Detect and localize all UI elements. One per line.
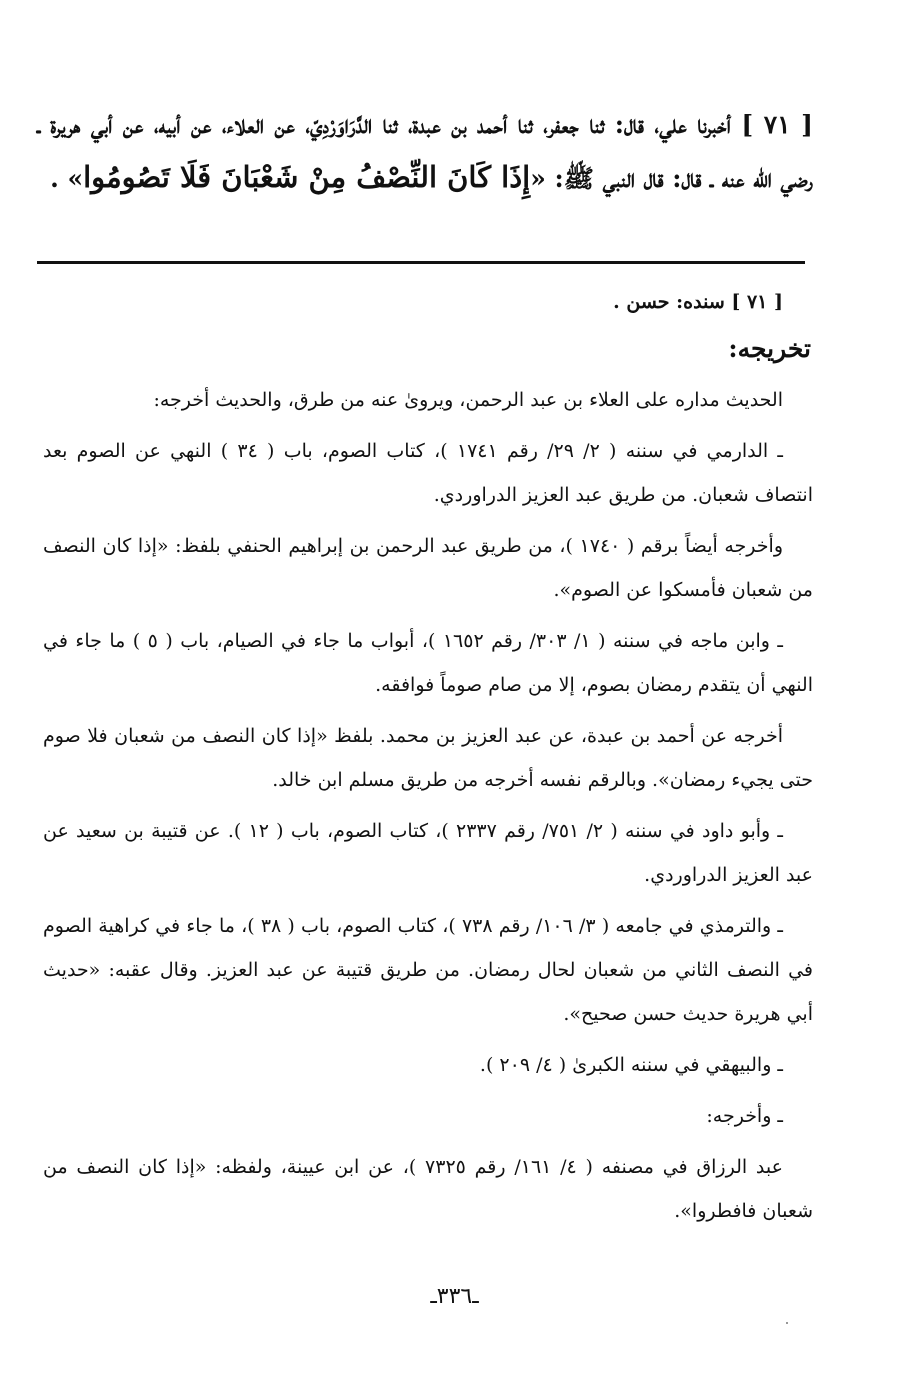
page-number: ـ٣٣٦ـ: [430, 1284, 479, 1309]
footnote-paragraph: ـ الدارمي في سننه ( ٢/ ٢٩/ رقم ١٧٤١ )، كتاب الصوم، باب ( ٣٤ ) النهي عن الصوم بعد انتصاف شعبان. من طريق عبد العزيز الدراوردي.: [43, 440, 813, 506]
hadith-text-block: [37, 98, 813, 205]
footnote-paragraph: عبد الرزاق في مصنفه ( ٤/ ١٦١/ رقم ٧٣٢٥ )، عن ابن عيينة، ولفظه: «إذا كان النصف من شعبان فافطروا».: [43, 1156, 813, 1222]
scan-speck: [786, 1322, 788, 1324]
footnote-paragraph: ـ وأبو داود في سننه ( ٢/ ٧٥١/ رقم ٢٣٣٧ )، كتاب الصوم، باب ( ١٢ ). عن قتيبة بن سعيد عن عبد العزيز الدراوردي.: [43, 820, 813, 886]
footnote-paragraph: وأخرجه أيضاً برقم ( ١٧٤٠ )، من طريق عبد الرحمن بن إبراهيم الحنفي بلفظ: «إذا كان النصف من شعبان فأمسكوا عن الصوم».: [43, 535, 813, 601]
footnote-paragraph: ـ وأخرجه:: [706, 1105, 783, 1127]
footnote-paragraph: ـ والبيهقي في سننه الكبرىٰ ( ٤/ ٢٠٩ ).: [479, 1054, 783, 1076]
footnotes-block: [43, 282, 813, 1240]
footnote-paragraph: أخرجه عن أحمد بن عبدة، عن عبد العزيز بن محمد. بلفظ «إذا كان النصف من شعبان فلا صوم حتى يجيء رمضان». وبالرقم نفسه أخرجه من طريق مسلم ابن خالد.: [43, 725, 813, 791]
footnote-paragraph: الحديث مداره على العلاء بن عبد الرحمن، ويروىٰ عنه من طرق، والحديث أخرجه:: [153, 389, 783, 411]
footnote-separator: [37, 261, 805, 264]
hadith-quote: إِذَا كَانَ النِّصْفُ مِنْ شَعْبَانَ فَلَا تَصُومُوا: [83, 160, 531, 194]
hadith-chain: [ ٧١ ] أخبرنا علي، قال: ثنا جعفر، ثنا أحمد بن عبدة، ثنا الدَّرَاوَرْدِيّ، عن العلاء، عن أبيه، عن أبي هريرة ـ رضي الله عنه ـ قال: قال النبي ﷺ: «: [37, 110, 813, 193]
hadith-quote-close: » .: [50, 164, 84, 193]
takhrij-heading: تخريجه:: [728, 334, 811, 363]
footnote-paragraph: ـ والترمذي في جامعه ( ٣/ ١٠٦/ رقم ٧٣٨ )، كتاب الصوم، باب ( ٣٨ )، ما جاء في كراهية الصوم في النصف الثاني من شعبان لحال رمضان. من طريق قتيبة عن عبد العزيز. وقال عقبه: «حديث أبي هريرة حديث حسن صحيح».: [43, 915, 813, 1025]
footnote-paragraph: ـ وابن ماجه في سننه ( ١/ ٣٠٣/ رقم ١٦٥٢ )، أبواب ما جاء في الصيام، باب ( ٥ ) ما جاء في النهي أن يتقدم رمضان بصوم، إلا من صام صوماً فوافقه.: [43, 630, 813, 696]
sanad-grade: [ ٧١ ] سنده: حسن .: [613, 291, 783, 313]
